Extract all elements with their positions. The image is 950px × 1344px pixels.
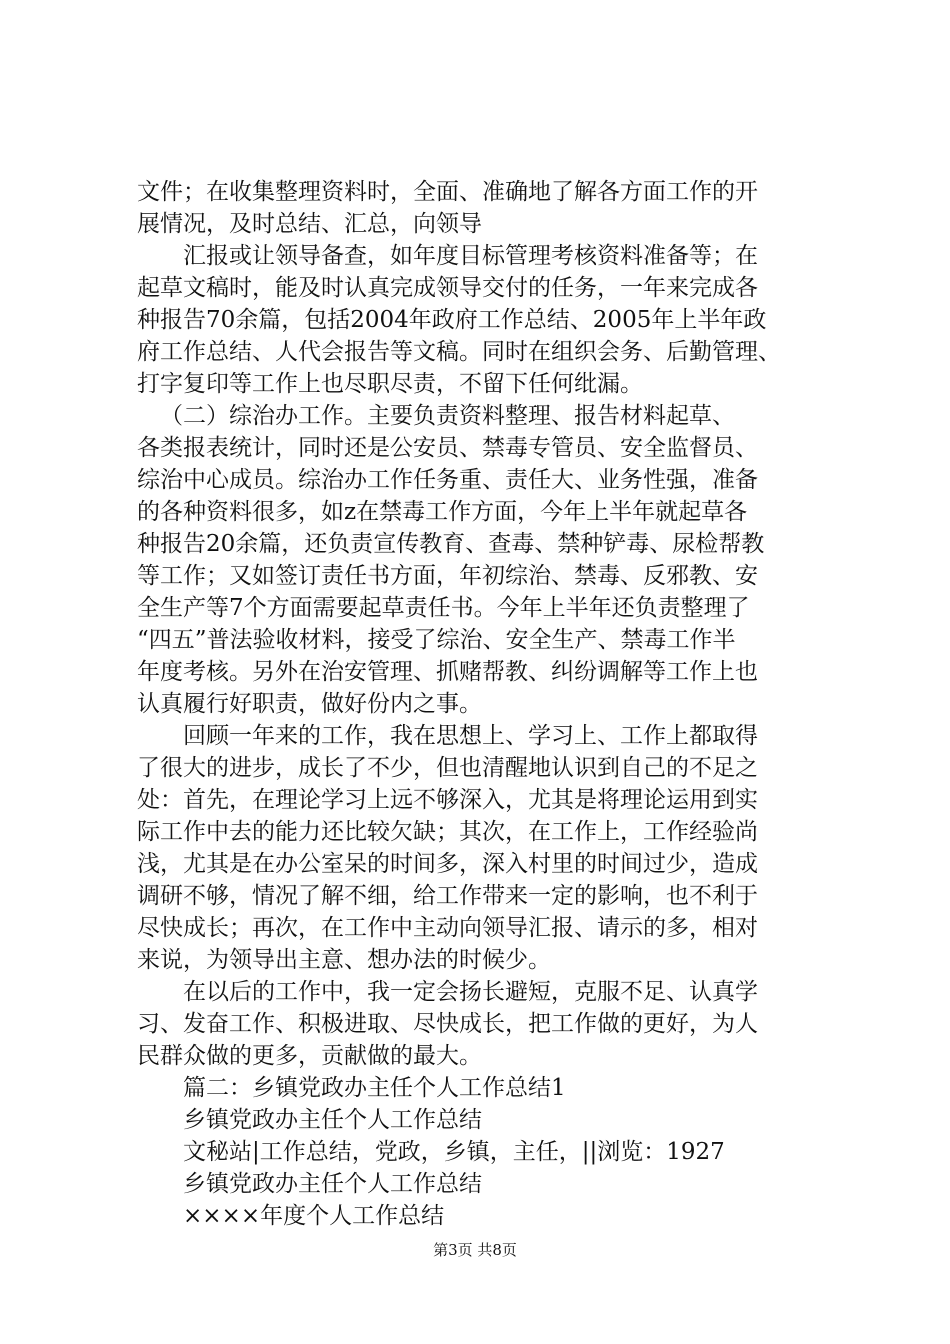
- article-meta: 文秘站|工作总结，党政，乡镇，主任，||浏览：1927: [183, 1139, 725, 1165]
- text-line: 际工作中去的能力还比较欠缺；其次，在工作上，工作经验尚: [137, 819, 758, 845]
- text-line: 打字复印等工作上也尽职尽责，不留下任何纰漏。: [137, 371, 643, 397]
- text-line: 尽快成长；再次，在工作中主动向领导汇报、请示的多，相对: [137, 915, 758, 941]
- text-line: 起草文稿时，能及时认真完成领导交付的任务，一年来完成各: [137, 275, 758, 301]
- text-line: 浅，尤其是在办公室呆的时间多，深入村里的时间过少，造成: [137, 851, 758, 877]
- text-line: 在以后的工作中，我一定会扬长避短，克服不足、认真学: [183, 979, 758, 1005]
- chapter-heading: 篇二：乡镇党政办主任个人工作总结1: [183, 1075, 566, 1101]
- text-line: 民群众做的更多，贡献做的最大。: [137, 1043, 482, 1069]
- text-line: 府工作总结、人代会报告等文稿。同时在组织会务、后勤管理、: [137, 339, 781, 365]
- page-number-footer: 第3页 共8页: [433, 1241, 517, 1259]
- text-line: 了很大的进步，成长了不少，但也清醒地认识到自己的不足之: [137, 755, 758, 781]
- section-heading: （二）综治办工作。主要负责资料整理、报告材料起草、: [160, 403, 735, 429]
- text-line: 的各种资料很多，如z在禁毒工作方面，今年上半年就起草各: [137, 499, 748, 525]
- text-line: 习、发奋工作、积极进取、尽快成长，把工作做的更好，为人: [137, 1011, 758, 1037]
- text-line: “四五”普法验收材料，接受了综治、安全生产、禁毒工作半: [137, 627, 736, 653]
- text-line: 处：首先，在理论学习上远不够深入，尤其是将理论运用到实: [137, 787, 758, 813]
- article-title: 乡镇党政办主任个人工作总结: [183, 1107, 482, 1133]
- text-line: 年度考核。另外在治安管理、抓赌帮教、纠纷调解等工作上也: [137, 659, 758, 685]
- article-subtitle: ××××年度个人工作总结: [183, 1203, 445, 1229]
- text-line: 各类报表统计，同时还是公安员、禁毒专管员、安全监督员、: [137, 435, 758, 461]
- text-line: 调研不够，情况了解不细，给工作带来一定的影响，也不利于: [137, 883, 758, 909]
- text-line: 回顾一年来的工作，我在思想上、学习上、工作上都取得: [183, 723, 758, 749]
- text-line: 综治中心成员。综治办工作任务重、责任大、业务性强，准备: [137, 467, 758, 493]
- text-line: 认真履行好职责，做好份内之事。: [137, 691, 482, 717]
- text-line: 文件；在收集整理资料时，全面、准确地了解各方面工作的开: [137, 179, 758, 205]
- text-line: 种报告70余篇，包括2004年政府工作总结、2005年上半年政: [137, 307, 767, 333]
- text-line: 全生产等7个方面需要起草责任书。今年上半年还负责整理了: [137, 595, 750, 621]
- text-line: 种报告20余篇，还负责宣传教育、查毒、禁种铲毒、尿检帮教: [137, 531, 765, 557]
- article-title: 乡镇党政办主任个人工作总结: [183, 1171, 482, 1197]
- text-line: 汇报或让领导备查，如年度目标管理考核资料准备等；在: [183, 243, 758, 269]
- text-line: 来说，为领导出主意、想办法的时候少。: [137, 947, 551, 973]
- text-line: 等工作；又如签订责任书方面，年初综治、禁毒、反邪教、安: [137, 563, 758, 589]
- text-line: 展情况，及时总结、汇总，向领导: [137, 211, 482, 237]
